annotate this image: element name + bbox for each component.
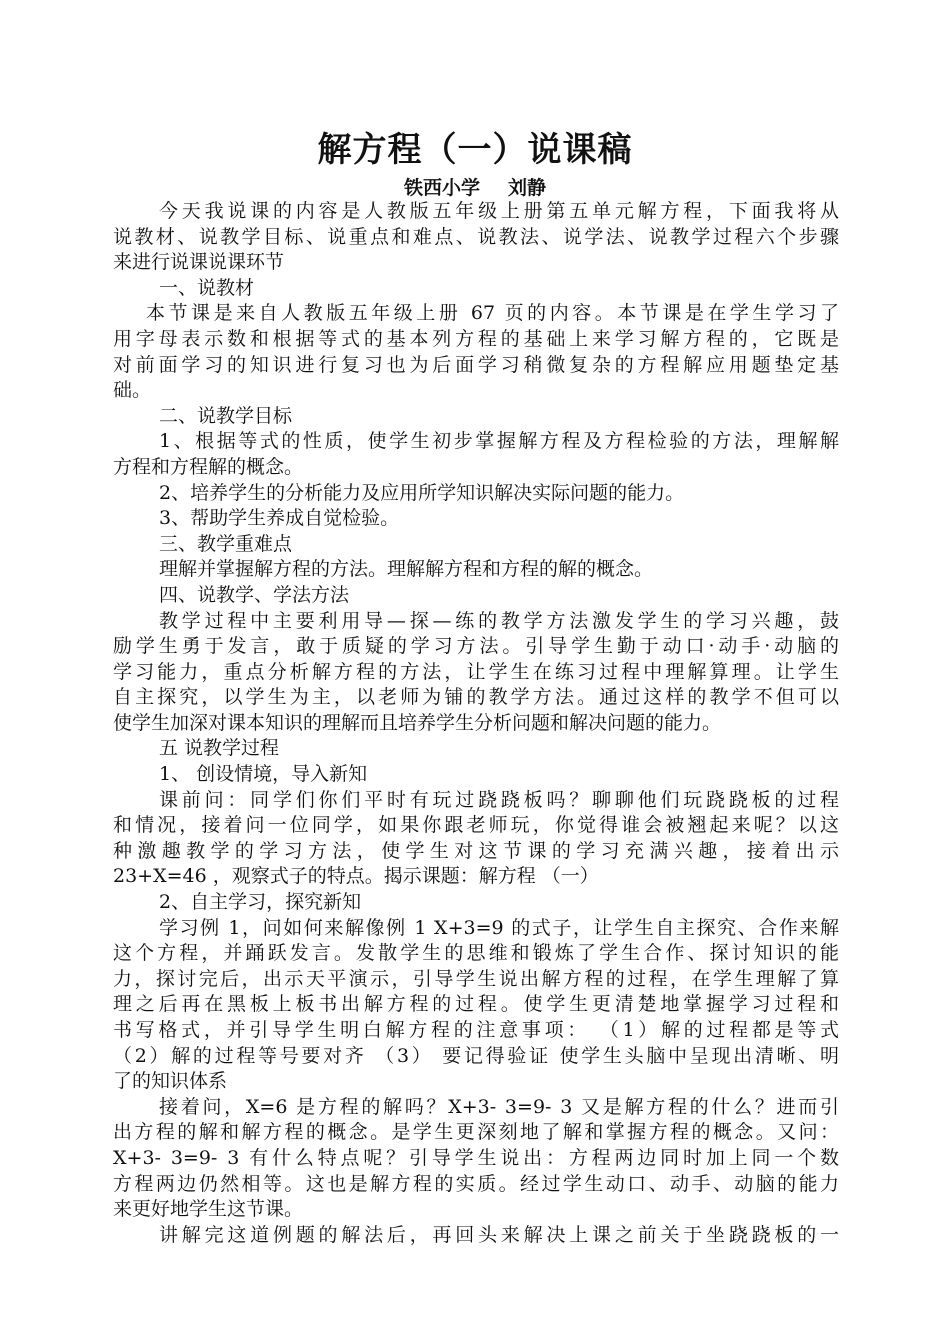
text-line: 自主探究，以学生为主，以老师为铺的教学方法。通过这样的教学不但可以 bbox=[113, 686, 839, 709]
text-line: 出方程的解和解方程的概念。是学生更深刻地了解和掌握方程的概念。又问： bbox=[113, 1121, 839, 1144]
text-line: 课前问：同学们你们平时有玩过跷跷板吗？聊聊他们玩跷跷板的过程 bbox=[159, 788, 839, 811]
text-line: 五 说教学过程 bbox=[159, 737, 280, 760]
author-name: 刘静 bbox=[508, 177, 547, 199]
document-title: 解方程（一）说课稿 bbox=[317, 130, 633, 170]
text-line: 1、根据等式的性质，使学生初步掌握解方程及方程检验的方法，理解解 bbox=[159, 430, 839, 453]
text-line: 说教材、说教学目标、说重点和难点、说教法、说学法、说教学过程六个步骤 bbox=[113, 225, 839, 248]
text-line: 学习例 1，问如何来解像例 1 X+3=9 的式子，让学生自主探究、合作来解 bbox=[159, 916, 839, 939]
text-line: 这个方程，并踊跃发言。发散学生的思维和锻炼了学生合作、探讨知识的能 bbox=[113, 942, 839, 965]
text-line: 一、说教材 bbox=[159, 276, 255, 299]
text-line: 种激趣教学的学习方法，使学生对这节课的学习充满兴趣，接着出示 bbox=[113, 839, 839, 862]
text-line: 方程两边仍然相等。这也是解方程的实质。经过学生动口、动手、动脑的能力 bbox=[113, 1172, 839, 1195]
text-line: X+3- 3=9- 3 有什么特点呢？引导学生说出：方程两边同时加上同一个数 bbox=[113, 1146, 839, 1169]
text-line: 来更好地学生这节课。 bbox=[113, 1198, 304, 1221]
text-line: 对前面学习的知识进行复习也为后面学习稍微复杂的方程解应用题垫定基 bbox=[113, 353, 839, 376]
text-line: 三、教学重难点 bbox=[159, 532, 293, 555]
author-line bbox=[0, 176, 950, 200]
text-line: 四、说教学、学法方法 bbox=[159, 583, 350, 606]
text-line: 励学生勇于发言，敢于质疑的学习方法。引导学生勤于动口·动手·动脑的 bbox=[113, 635, 839, 658]
text-line: 二、说教学目标 bbox=[159, 404, 293, 427]
text-line: 教学过程中主要利用导—探—练的教学方法激发学生的学习兴趣，鼓 bbox=[159, 609, 839, 632]
text-line: 今天我说课的内容是人教版五年级上册第五单元解方程，下面我将从 bbox=[159, 200, 839, 222]
text-line: 书写格式，并引导学生明白解方程的注意事项： （1）解的过程都是等式 bbox=[113, 1019, 839, 1041]
text-line: 理解并掌握解方程的方法。理解解方程和方程的解的概念。 bbox=[159, 558, 654, 581]
text-line: 用字母表示数和根据等式的基本列方程的基础上来学习解方程的，它既是 bbox=[113, 327, 839, 350]
text-line: 和情况，接着问一位同学，如果你跟老师玩，你觉得谁会被翘起来呢？以这 bbox=[113, 814, 839, 837]
text-line: 本节课是来自人教版五年级上册 67 页的内容。本节课是在学生学习了 bbox=[146, 302, 839, 325]
text-line: 理之后再在黑板上板书出解方程的过程。使学生更清楚地掌握学习过程和 bbox=[113, 993, 839, 1016]
text-line: 使学生加深对课本知识的理解而且培养学生分析问题和解决问题的能力。 bbox=[113, 711, 722, 734]
text-line: 来进行说课说课环节 bbox=[113, 251, 285, 274]
text-line: 力，探讨完后，出示天平演示，引导学生说出解方程的过程，在学生理解了算 bbox=[113, 967, 839, 990]
text-line: 础。 bbox=[113, 379, 152, 402]
text-line: （2）解的过程等号要对齐 （3） 要记得验证 使学生头脑中呈现出清晰、明 bbox=[113, 1044, 839, 1067]
text-line: 了的知识体系 bbox=[113, 1070, 228, 1093]
text-line: 方程和方程解的概念。 bbox=[113, 455, 304, 478]
school-name: 铁西小学 bbox=[403, 177, 480, 199]
text-line: 3、帮助学生养成自觉检验。 bbox=[159, 507, 400, 530]
text-line: 2、培养学生的分析能力及应用所学知识解决实际问题的能力。 bbox=[159, 481, 685, 504]
text-line: 学习能力，重点分析解方程的方法，让学生在练习过程中理解算理。让学生 bbox=[113, 660, 839, 683]
text-line: 2、自主学习，探究新知 bbox=[159, 891, 362, 914]
text-line: 讲解完这道例题的解法后，再回头来解决上课之前关于坐跷跷板的一 bbox=[159, 1223, 839, 1246]
text-line: 1、 创设情境，导入新知 bbox=[159, 763, 368, 786]
text-line: 23+X=46 ，观察式子的特点。揭示课题：解方程 （一） bbox=[113, 865, 599, 888]
document-body bbox=[113, 199, 839, 1248]
text-line: 接着问，X=6 是方程的解吗？X+3- 3=9- 3 又是解方程的什么？进而引 bbox=[159, 1095, 839, 1118]
